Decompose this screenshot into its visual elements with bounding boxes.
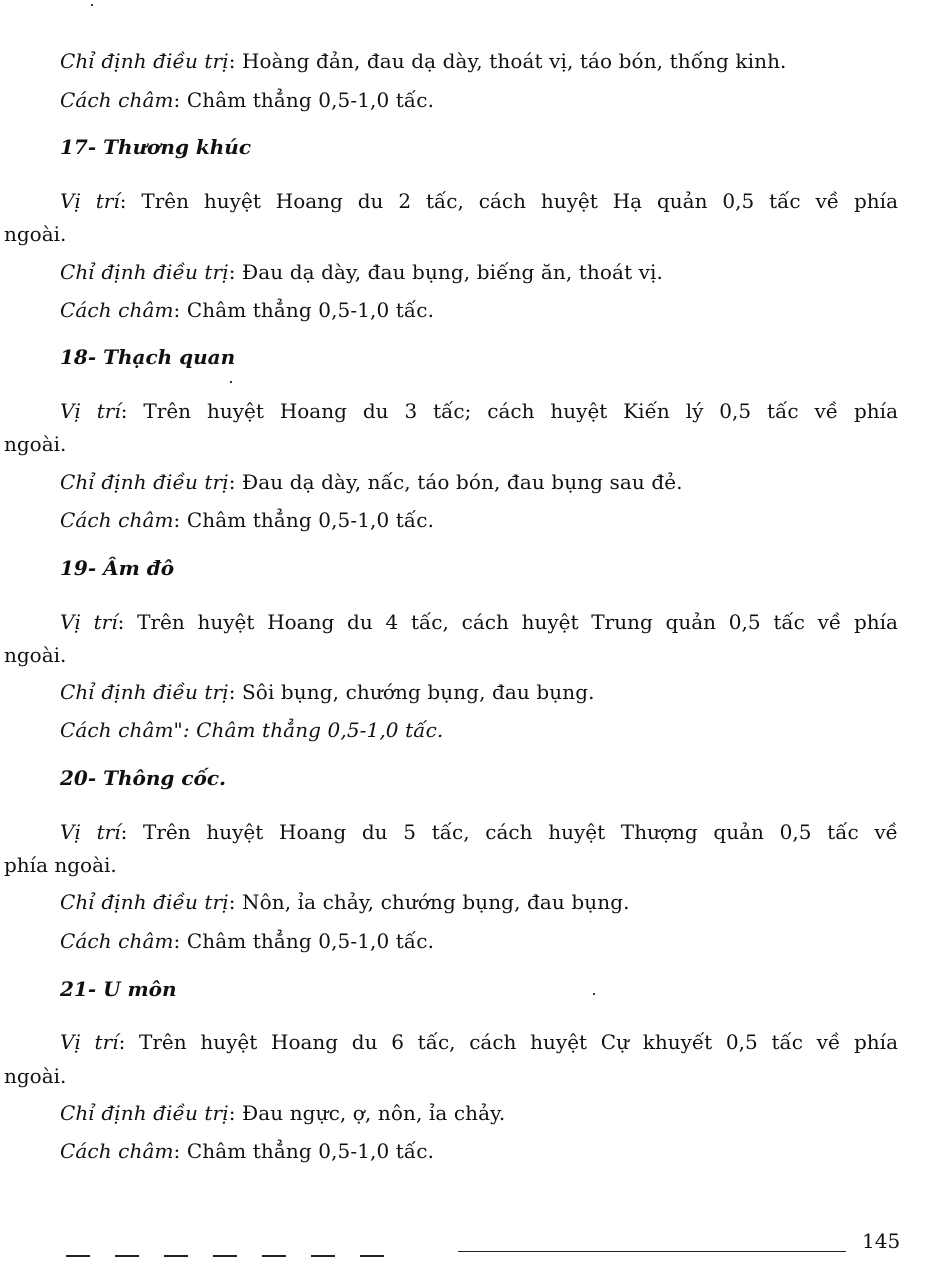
needling-line	[60, 928, 434, 954]
indication-text: : Đau dạ dày, đau bụng, biếng ăn, thoát vị.	[228, 260, 664, 284]
location-line	[60, 819, 898, 845]
indication-line	[60, 1100, 505, 1126]
indication-line	[60, 679, 595, 705]
section-heading: 20- Thông cốc.	[60, 766, 227, 790]
indication-line	[60, 48, 787, 74]
footer-dash	[115, 1255, 139, 1257]
indication-label: Chỉ định điều trị	[60, 49, 229, 73]
needling-line	[60, 297, 434, 323]
footer-dash	[213, 1255, 237, 1257]
location-text: : Trên huyệt Hoang du 3 tấc; cách huyệt Kiến lý 0,5 tấc về phía	[120, 399, 898, 423]
footer-dash	[360, 1255, 384, 1257]
location-continuation: phía ngoài.	[4, 853, 117, 877]
needling-line	[60, 1138, 434, 1164]
location-label: Vị trí	[60, 1030, 119, 1054]
indication-label: Chỉ định điều trị	[60, 680, 229, 704]
scan-speck	[230, 381, 232, 383]
indication-label: Chỉ định điều trị	[60, 470, 229, 494]
location-text: : Trên huyệt Hoang du 6 tấc, cách huyệt Cự khuyết 0,5 tấc về phía	[118, 1030, 898, 1054]
needling-label: Cách châm	[60, 1139, 174, 1163]
location-text: : Trên huyệt Hoang du 2 tấc, cách huyệt Hạ quản 0,5 tấc về phía	[119, 189, 898, 213]
location-label: Vị trí	[60, 610, 118, 634]
location-text: : Trên huyệt Hoang du 4 tấc, cách huyệt Trung quản 0,5 tấc về phía	[117, 610, 898, 634]
footer-dash	[66, 1255, 90, 1257]
indication-label: Chỉ định điều trị	[60, 1101, 229, 1125]
needling-text: : Châm thẳng 0,5-1,0 tấc.	[173, 88, 435, 112]
needling-text: : Châm thẳng 0,5-1,0 tấc.	[173, 1139, 435, 1163]
section-heading: 21- U môn	[60, 977, 177, 1001]
needling-text: : Châm thẳng 0,5-1,0 tấc.	[173, 298, 435, 322]
indication-text: : Sôi bụng, chướng bụng, đau bụng.	[228, 680, 595, 704]
section-heading: 19- Âm đô	[60, 556, 175, 580]
location-label: Vị trí	[60, 820, 121, 844]
needling-line	[60, 507, 434, 533]
indication-label: Chỉ định điều trị	[60, 260, 229, 284]
indication-label: Chỉ định điều trị	[60, 890, 229, 914]
location-continuation: ngoài.	[4, 222, 67, 246]
indication-text: : Đau ngực, ợ, nôn, ỉa chảy.	[228, 1101, 506, 1125]
page-number: 145	[862, 1229, 901, 1253]
location-line	[60, 609, 898, 635]
scan-speck	[593, 993, 595, 995]
needling-label: Cách châm	[60, 88, 174, 112]
footer-dash	[164, 1255, 188, 1257]
footer-dash	[311, 1255, 335, 1257]
needling-label: Cách châm	[60, 298, 174, 322]
location-line	[60, 398, 898, 424]
indication-line	[60, 469, 683, 495]
footer-rule	[458, 1251, 846, 1252]
scan-speck	[91, 4, 93, 6]
location-continuation: ngoài.	[4, 643, 67, 667]
needling-line	[60, 87, 434, 113]
needling-label: Cách châm	[60, 508, 174, 532]
location-line	[60, 188, 898, 214]
indication-text: : Nôn, ỉa chảy, chướng bụng, đau bụng.	[228, 890, 630, 914]
indication-text: : Hoàng đản, đau dạ dày, thoát vị, táo bón, thống kinh.	[228, 49, 787, 73]
needling-label: Cách châm	[60, 929, 174, 953]
indication-line	[60, 889, 630, 915]
location-text: : Trên huyệt Hoang du 5 tấc, cách huyệt Thượng quản 0,5 tấc về	[120, 820, 898, 844]
location-line	[60, 1029, 898, 1055]
location-continuation: ngoài.	[4, 1064, 67, 1088]
needling-text: : Châm thẳng 0,5-1,0 tấc.	[173, 929, 435, 953]
section-heading: 18- Thạch quan	[60, 345, 236, 369]
indication-text: : Đau dạ dày, nấc, táo bón, đau bụng sau đẻ.	[228, 470, 683, 494]
needling-line: Cách châm": Châm thẳng 0,5-1,0 tấc.	[60, 718, 444, 742]
location-label: Vị trí	[60, 189, 120, 213]
needling-text: : Châm thẳng 0,5-1,0 tấc.	[173, 508, 435, 532]
footer-dash	[262, 1255, 286, 1257]
location-continuation: ngoài.	[4, 432, 67, 456]
location-label: Vị trí	[60, 399, 121, 423]
section-heading: 17- Thương khúc	[60, 135, 252, 159]
indication-line	[60, 259, 663, 285]
